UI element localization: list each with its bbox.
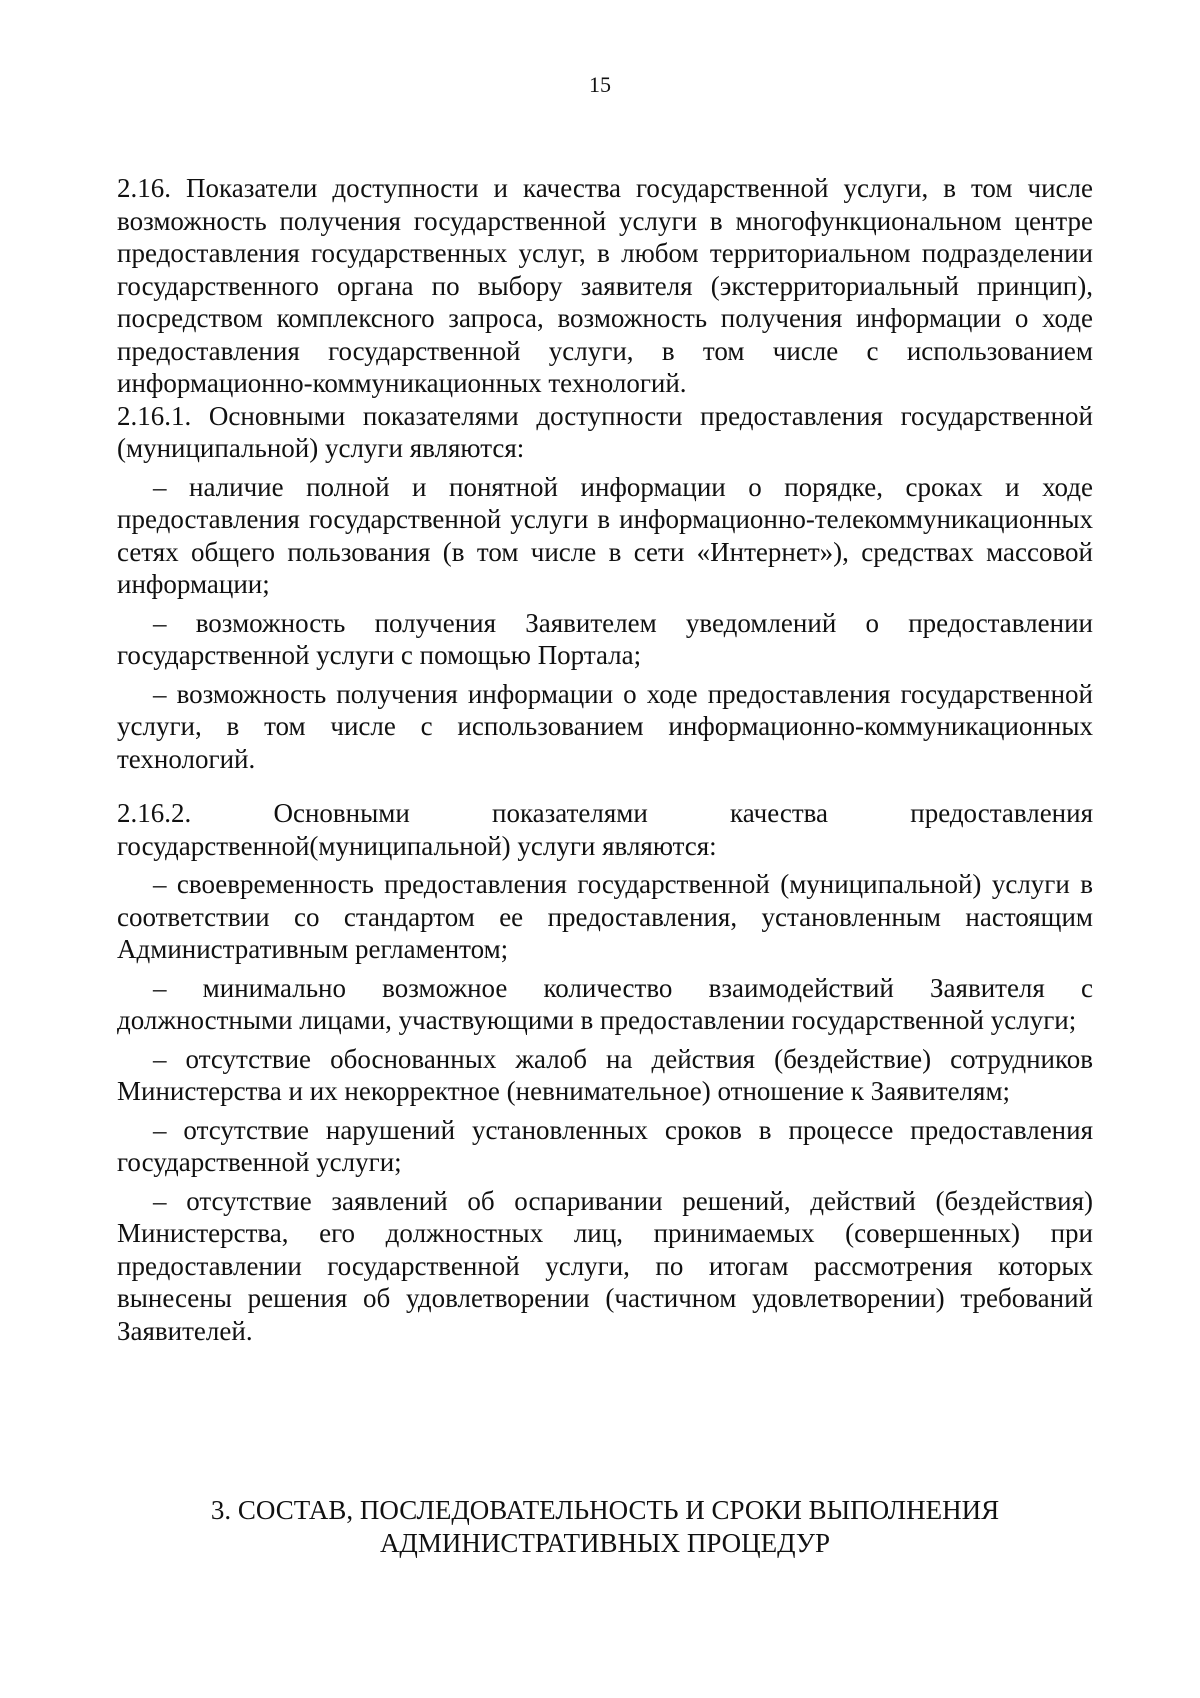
- document-body: [117, 172, 1093, 1347]
- section-heading-line-2: АДМИНИСТРАТИВНЫХ ПРОЦЕДУР: [379, 1527, 831, 1558]
- page-number: 15: [589, 72, 611, 97]
- list-item-quality-3: – отсутствие обоснованных жалоб на действия (бездействие) сотрудников Министерства и их некорректное (невнимательное) отношение к Заявителям;: [117, 1043, 1093, 1106]
- list-item-availability-3: – возможность получения информации о ходе предоставления государственной услуги, в том числе с использованием информационно-коммуникационных технологий.: [117, 678, 1093, 774]
- list-item-quality-5: – отсутствие заявлений об оспаривании решений, действий (бездействия) Министерства, его должностных лиц, принимаемых (совершенных) при предоставлении государственной услуги, по итогам рассмотрения которых вынесены решения об удовлетворении (частичном удовлетворении) требований Заявителей.: [117, 1185, 1093, 1346]
- section-heading-line-1: 3. СОСТАВ, ПОСЛЕДОВАТЕЛЬНОСТЬ И СРОКИ ВЫПОЛНЕНИЯ: [210, 1495, 1000, 1525]
- list-item-quality-1: – своевременность предоставления государственной (муниципальной) услуги в соответствии со стандартом ее предоставления, установленным настоящим Административным регламентом;: [117, 869, 1093, 964]
- section-heading: [117, 1494, 1093, 1559]
- list-item-availability-1: – наличие полной и понятной информации о порядке, сроках и ходе предоставления государственной услуги в информационно-телекоммуникационных сетях общего пользования (в том числе в сети «Интернет»), средствах массовой информации;: [117, 471, 1093, 599]
- paragraph-2-16: 2.16. Показатели доступности и качества государственной услуги, в том числе возможность получения государственной услуги в многофункциональном центре предоставления государственных услуг, в любом территориальном подразделении государственного органа по выбору заявителя (экстерриториальный принцип), посредством комплексного запроса, возможность получения информации о ходе предоставления государственной услуги, в том числе с использованием информационно-коммуникационных технологий.: [117, 173, 1093, 398]
- list-item-availability-2: – возможность получения Заявителем уведомлений о предоставлении государственной услуги с помощью Портала;: [117, 607, 1093, 670]
- list-item-quality-2: – минимально возможное количество взаимодействий Заявителя с должностными лицами, участвующими в предоставлении государственной услуги;: [117, 972, 1093, 1035]
- list-item-quality-4: – отсутствие нарушений установленных сроков в процессе предоставления государственной услуги;: [117, 1114, 1093, 1177]
- paragraph-2-16-2: 2.16.2. Основными показателями качества предоставления государственной(муниципальной) услуги являются:: [117, 798, 1093, 861]
- paragraph-2-16-1: 2.16.1. Основными показателями доступности предоставления государственной (муниципальной) услуги являются:: [117, 400, 1093, 463]
